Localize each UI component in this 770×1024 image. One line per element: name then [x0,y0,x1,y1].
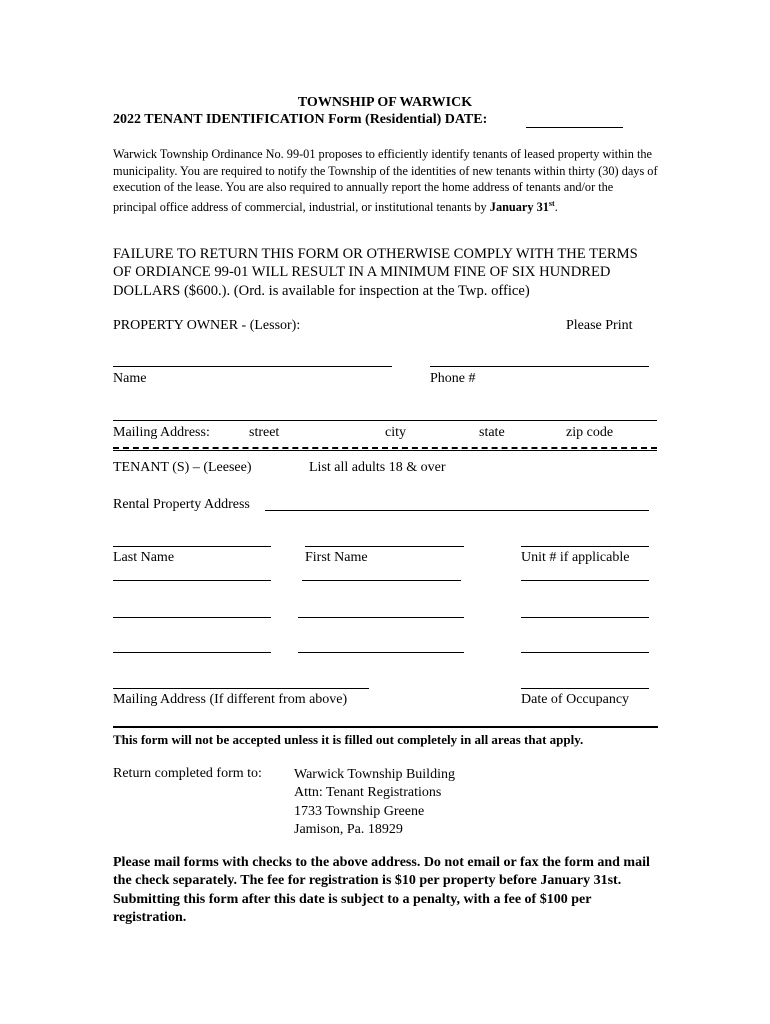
zip-label: zip code [566,425,614,440]
first-name-label: First Name [305,550,368,565]
unit-label: Unit # if applicable [521,550,630,565]
tenant-list-note: List all adults 18 & over [309,460,446,475]
warning-paragraph: FAILURE TO RETURN THIS FORM OR OTHERWISE COMPLY WITH THE TERMS OF ORDIANCE 99-01 WILL RESULT IN A MINIMUM FINE OF SIX HUNDRED DOLLARS ($600.). (Ord. is available for inspection at the Twp. office) [113,246,638,299]
owner-name-field[interactable] [113,366,392,367]
owner-heading: PROPERTY OWNER - (Lessor): [113,318,301,333]
name-label: Name [113,371,147,386]
occupancy-date-field[interactable] [521,688,649,689]
unit-field-1[interactable] [521,546,649,547]
return-label: Return completed form to: [113,766,262,781]
tenant-mailing-field[interactable] [113,688,369,689]
form-subtitle [113,112,487,128]
first-name-field-4[interactable] [298,652,464,653]
subtitle-text: 2022 TENANT IDENTIFICATION Form (Residential) [113,112,442,127]
mailing-address-label: Mailing Address: [113,425,210,440]
owner-mailing-field[interactable] [113,420,657,421]
rental-address-label: Rental Property Address [113,497,250,512]
form-title: TOWNSHIP OF WARWICK [297,95,473,110]
unit-field-4[interactable] [521,652,649,653]
street-label: street [249,425,280,440]
date-field[interactable] [526,127,623,128]
first-name-field-1[interactable] [305,546,464,547]
return-line-1: Warwick Township Building [294,767,455,782]
last-name-field-3[interactable] [113,617,271,618]
intro-paragraph: Warwick Township Ordinance No. 99-01 proposes to efficiently identify tenants of leased property within the municipality. You are required to notify the Township of the identities of new tenants within thirty (30) days of execution of the lease. You are also required to annually report the home address of tenants and/or the principal office address of commercial, industrial, or institutional tenants by January 31st. [113,147,658,214]
tenant-heading: TENANT (S) – (Leesee) [113,460,252,475]
occupancy-label: Date of Occupancy [521,692,630,707]
completion-notice: This form will not be accepted unless it is filled out completely in all areas that apply. [113,732,584,747]
unit-field-2[interactable] [521,580,649,581]
return-line-4: Jamison, Pa. 18929 [294,821,403,837]
closing-paragraph: Please mail forms with checks to the above address. Do not email or fax the form and mail the check separately. The fee for registration is $10 per property before January 31st. Submitting this form after this date is subject to a penalty, with a fee of $100 per registration. [113,855,650,925]
state-label: state [479,425,505,440]
first-name-field-2[interactable] [302,580,461,581]
return-address [294,766,455,839]
city-label: city [385,425,406,440]
last-name-field-4[interactable] [113,652,271,653]
please-print-label: Please Print [566,318,633,333]
notice-rule [113,726,658,728]
return-line-3: 1733 Township Greene [294,803,425,819]
owner-phone-field[interactable] [430,366,649,367]
tenant-mailing-label: Mailing Address (If different from above) [113,692,348,707]
intro-text: Warwick Township Ordinance No. 99-01 proposes to efficiently identify tenants of leased property within the municipality. You are required to notify the Township of the identities of new tenants within thirty (30) days of execution of the lease. You are also required to annually report the home address of tenants and/or the principal office address of commercial, industrial, or institutional tenants by [113,147,658,214]
phone-label: Phone # [430,371,476,386]
return-line-2: Attn: Tenant Registrations [294,785,442,801]
first-name-field-3[interactable] [298,617,464,618]
date-label: DATE: [444,112,488,127]
section-divider [113,446,657,454]
last-name-label: Last Name [113,550,175,565]
unit-field-3[interactable] [521,617,649,618]
last-name-field-1[interactable] [113,546,271,547]
last-name-field-2[interactable] [113,580,271,581]
rental-address-field[interactable] [265,510,649,511]
deadline-text: January 31st [489,198,555,214]
